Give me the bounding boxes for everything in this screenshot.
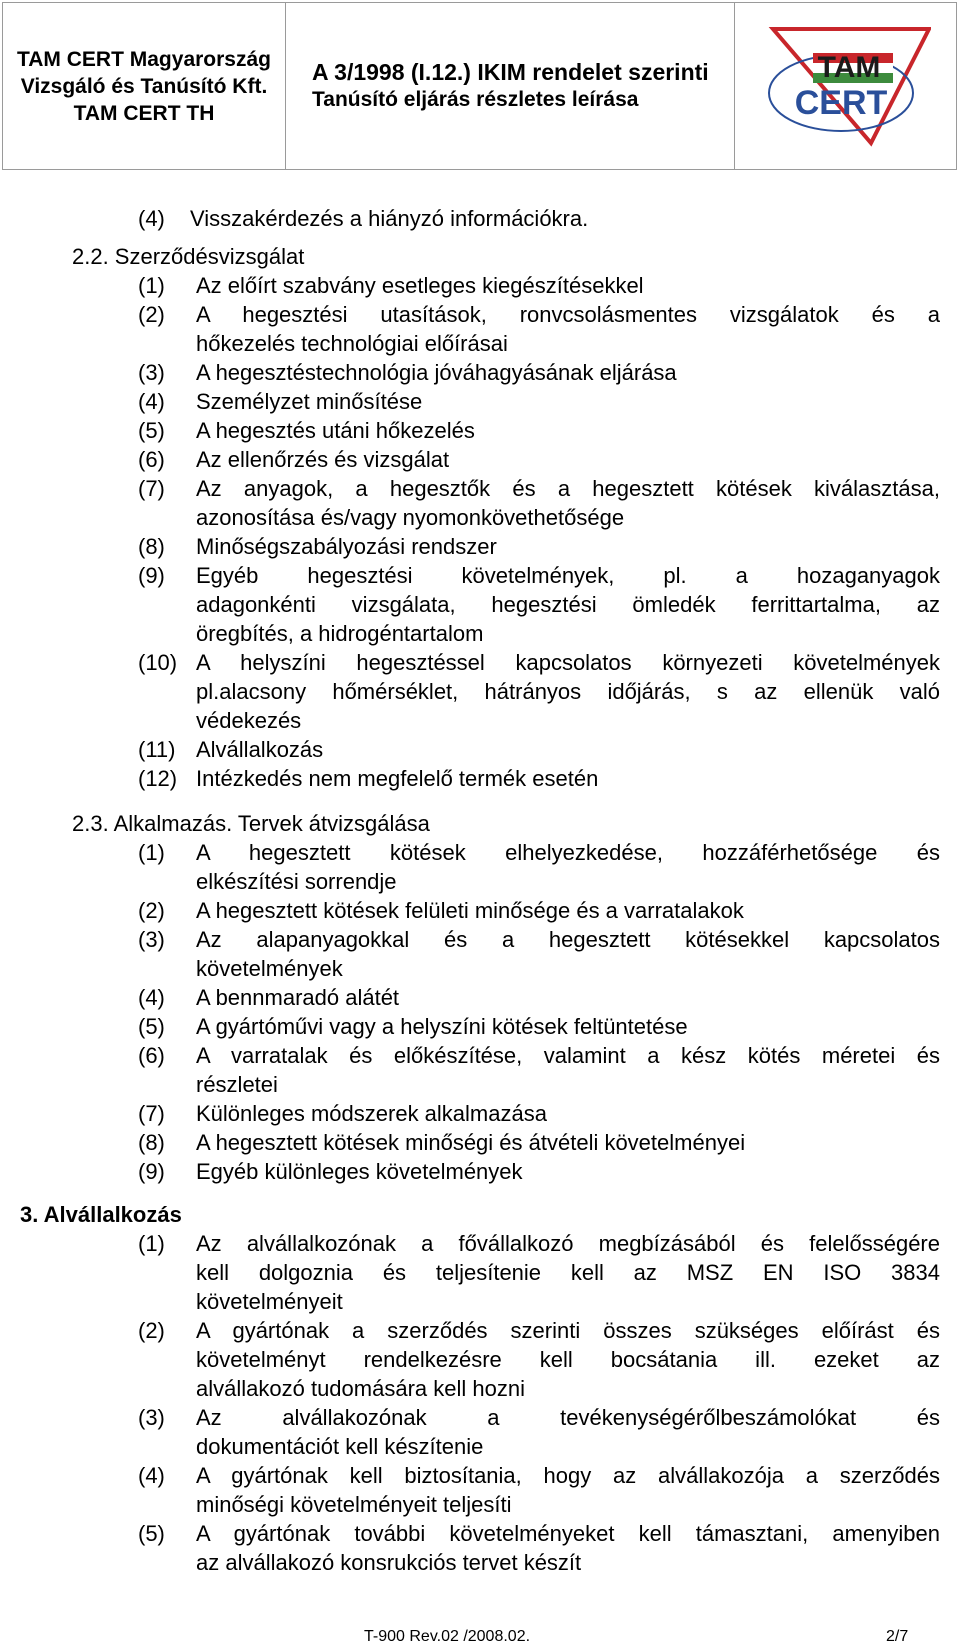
list-item-number: (10)	[138, 650, 178, 675]
list-item-text: kell dolgoznia és teljesítenie kell az MSZ EN ISO 3834	[196, 1260, 940, 1285]
document-header	[2, 2, 957, 170]
list-item-text: Visszakérdezés a hiányzó információkra.	[190, 206, 589, 231]
document-title: Tanúsító eljárás részletes leírása	[312, 88, 639, 111]
list-item-text: az alvállakozó konsrukciós tervet készít	[196, 1550, 582, 1575]
list-item-number: (3)	[138, 927, 165, 952]
list-item-text: A hegesztéstechnológia jóváhagyásának eljárása	[196, 360, 677, 385]
header-title-cell	[285, 3, 734, 169]
list-item-number: (2)	[138, 898, 165, 923]
list-item-text: minőségi követelményeit teljesíti	[196, 1492, 512, 1517]
list-item-text: követelmények	[196, 956, 343, 981]
list-item-text: adagonkénti vizsgálata, hegesztési ömledék ferrittartalma, az	[196, 592, 940, 617]
list-item-text: részletei	[196, 1072, 278, 1097]
list-item-number: (3)	[138, 360, 165, 385]
list-item-text: A hegesztett kötések minőségi és átvételi követelményei	[196, 1130, 746, 1155]
list-item-text: A varratalak és előkészítése, valamint a kész kötés méretei és	[196, 1043, 940, 1068]
list-item-text: dokumentációt kell készítenie	[196, 1434, 484, 1459]
list-item-text: Intézkedés nem megfelelő termék esetén	[196, 766, 599, 791]
header-logo-cell	[734, 3, 956, 169]
list-item-text: Egyéb hegesztési követelmények, pl. a hozaganyagok	[196, 563, 940, 588]
list-item-text: Személyzet minősítése	[196, 389, 423, 414]
list-item-text: Minőségszabályozási rendszer	[196, 534, 497, 559]
list-item-number: (6)	[138, 1043, 165, 1068]
list-item-number: (2)	[138, 302, 165, 327]
list-item-text: védekezés	[196, 708, 302, 733]
list-item-text: öregbítés, a hidrogéntartalom	[196, 621, 484, 646]
list-item-number: (8)	[138, 1130, 165, 1155]
list-item-number: (7)	[138, 1101, 165, 1126]
list-item-text: Az ellenőrzés és vizsgálat	[196, 447, 450, 472]
list-item-text: A gyártóművi vagy a helyszíni kötések feltüntetése	[196, 1014, 688, 1039]
list-item-number: (1)	[138, 273, 165, 298]
logo-text-cert: CERT	[794, 84, 887, 122]
list-item-number: (9)	[138, 1159, 165, 1184]
list-item-text: Különleges módszerek alkalmazása	[196, 1101, 547, 1126]
footer-page-number: 2/7	[886, 1628, 909, 1645]
list-item-text: alvállakozó tudomására kell hozni	[196, 1376, 525, 1401]
list-item-text: A hegesztési utasítások, ronvcsolásmentes vizsgálatok és a	[196, 302, 940, 327]
list-item-text: A hegesztett kötések elhelyezkedése, hozzáférhetősége és	[196, 840, 940, 865]
list-item-text: A hegesztés utáni hőkezelés	[196, 418, 475, 443]
list-item-number: (4)	[138, 985, 165, 1010]
section-heading-2-3: 2.3. Alkalmazás. Tervek átvizsgálása	[72, 811, 430, 836]
list-item-text: A gyártónak a szerződés szerinti összes szükséges előírást és	[196, 1318, 940, 1343]
list-item-number: (5)	[138, 1521, 165, 1546]
list-item-number: (4)	[138, 1463, 165, 1488]
tam-cert-logo	[761, 21, 931, 151]
org-name-line-2: Vizsgáló és Tanúsító Kft.	[20, 74, 268, 98]
list-item-number: (3)	[138, 1405, 165, 1430]
list-item-text: Az alvállalkozónak a fővállalkozó megbízásából és felelősségére	[196, 1231, 940, 1256]
list-item-number: (8)	[138, 534, 165, 559]
list-item-number: (4)	[138, 206, 165, 231]
list-item-number: (2)	[138, 1318, 165, 1343]
list-item-text: Az anyagok, a hegesztők és a hegesztett kötések kiválasztása,	[196, 476, 940, 501]
list-item-number: (7)	[138, 476, 165, 501]
org-name-line-1: TAM CERT Magyarország	[17, 47, 271, 71]
list-item-text: A gyártónak kell biztosítania, hogy az alvállakozója a szerződés	[196, 1463, 940, 1488]
list-item-number: (12)	[138, 766, 178, 791]
footer-document-code: T-900 Rev.02 /2008.02.	[364, 1628, 531, 1645]
list-item-text: A helyszíni hegesztéssel kapcsolatos környezeti követelmények	[196, 650, 940, 675]
regulation-text: A 3/1998 (I.12.) IKIM rendelet szerinti	[312, 59, 709, 85]
list-item-text: hőkezelés technológiai előírásai	[196, 331, 508, 356]
list-item-text: A hegesztett kötések felületi minősége és a varratalakok	[196, 898, 744, 923]
list-item-text: Az előírt szabvány esetleges kiegészítésekkel	[196, 273, 644, 298]
list-item-number: (5)	[138, 418, 165, 443]
section-heading-2-2: 2.2. Szerződésvizsgálat	[72, 244, 305, 269]
list-item-number: (1)	[138, 1231, 165, 1256]
section-heading-3: 3. Alvállalkozás	[20, 1202, 182, 1227]
list-item-number: (4)	[138, 389, 165, 414]
list-item-number: (5)	[138, 1014, 165, 1039]
org-name-line-3: TAM CERT TH	[73, 101, 215, 125]
list-item-text: pl.alacsony hőmérséklet, hátrányos időjárás, s az ellenük való	[196, 679, 940, 704]
list-item-text: azonosítása és/vagy nyomonkövethetősége	[196, 505, 625, 530]
list-item-text: elkészítési sorrendje	[196, 869, 397, 894]
list-item-number: (6)	[138, 447, 165, 472]
list-item-text: követelményeit	[196, 1289, 343, 1314]
header-organization-cell	[3, 3, 285, 169]
list-item-text: Az alapanyagokkal és a hegesztett kötésekkel kapcsolatos	[196, 927, 940, 952]
list-item-text: Egyéb különleges követelmények	[196, 1159, 523, 1184]
list-item-number: (1)	[138, 840, 165, 865]
list-item-text: követelményt rendelkezésre kell bocsátania ill. ezeket az	[196, 1347, 940, 1372]
list-item-number: (11)	[138, 737, 176, 762]
list-item-text: Az alvállakozónak a tevékenységérőlbeszámolókat és	[196, 1405, 940, 1430]
list-item-text: Alvállalkozás	[196, 737, 324, 762]
logo-text-tam: TAM	[817, 51, 880, 84]
list-item-text: A gyártónak további követelményeket kell támasztani, amenyiben	[196, 1521, 940, 1546]
list-item-number: (9)	[138, 563, 165, 588]
list-item-text: A bennmaradó alátét	[196, 985, 400, 1010]
